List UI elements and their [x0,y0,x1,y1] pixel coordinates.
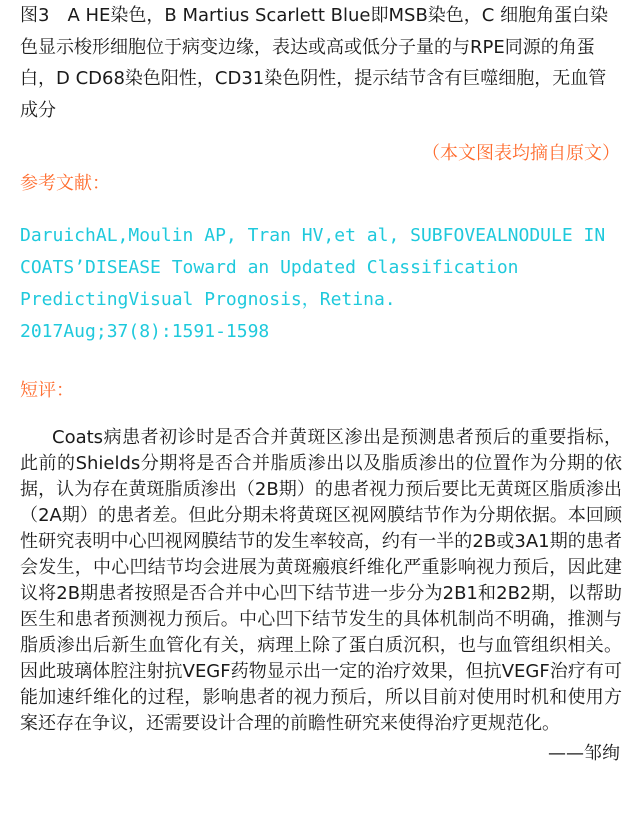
article-page [20,0,622,767]
figure-caption: 图3 A HE染色，B Martius Scarlett Blue即MSB染色，C 细胞角蛋白染色显示梭形细胞位于病变边缘，表达或高或低分子量的与RPE同源的角蛋白，D CD68染色阳性，CD31染色阴性，提示结节含有巨噬细胞，无血管成分 [20,5,609,121]
reference-entry [20,220,622,348]
reference-line: COATS’DISEASE Toward an Updated Classification [20,257,519,278]
review-heading: 短评： [20,380,74,401]
source-note: （本文图表均摘自原文） [422,143,620,164]
references-heading: 参考文献： [20,173,110,194]
reference-line: PredictingVisual Prognosis，Retina. [20,289,396,310]
reference-line: DaruichAL,Moulin AP, Tran HV,et al, SUBFOVEALNODULE IN [20,225,606,246]
review-signature: ——邹绚 [548,743,620,764]
reference-line: 2017Aug;37(8):1591-1598 [20,321,270,342]
review-body: Coats病患者初诊时是否合并黄斑区渗出是预测患者预后的重要指标，此前的Shields分期将是否合并脂质渗出以及脂质渗出的位置作为分期的依据，认为存在黄斑脂质渗出（2B期）的患者视力预后要比无黄斑区脂质渗出（2A期）的患者差。但此分期未将黄斑区视网膜结节作为分期依据。本回顾性研究表明中心凹视网膜结节的发生率较高，约有一半的2B或3A1期的患者会发生，中心凹结节均会进展为黄斑瘢痕纤维化严重影响视力预后，因此建议将2B期患者按照是否合并中心凹下结节进一步分为2B1和2B2期，以帮助医生和患者预测视力预后。中心凹下结节发生的具体机制尚不明确，推测与脂质渗出后新生血管化有关，病理上除了蛋白质沉积，也与血管组织相关。因此玻璃体腔注射抗VEGF药物显示出一定的治疗效果，但抗VEGF治疗有可能加速纤维化的过程，影响患者的视力预后，所以目前对使用时机和使用方案还存在争议，还需要设计合理的前瞻性研究来使得治疗更规范化。 [20,427,622,734]
